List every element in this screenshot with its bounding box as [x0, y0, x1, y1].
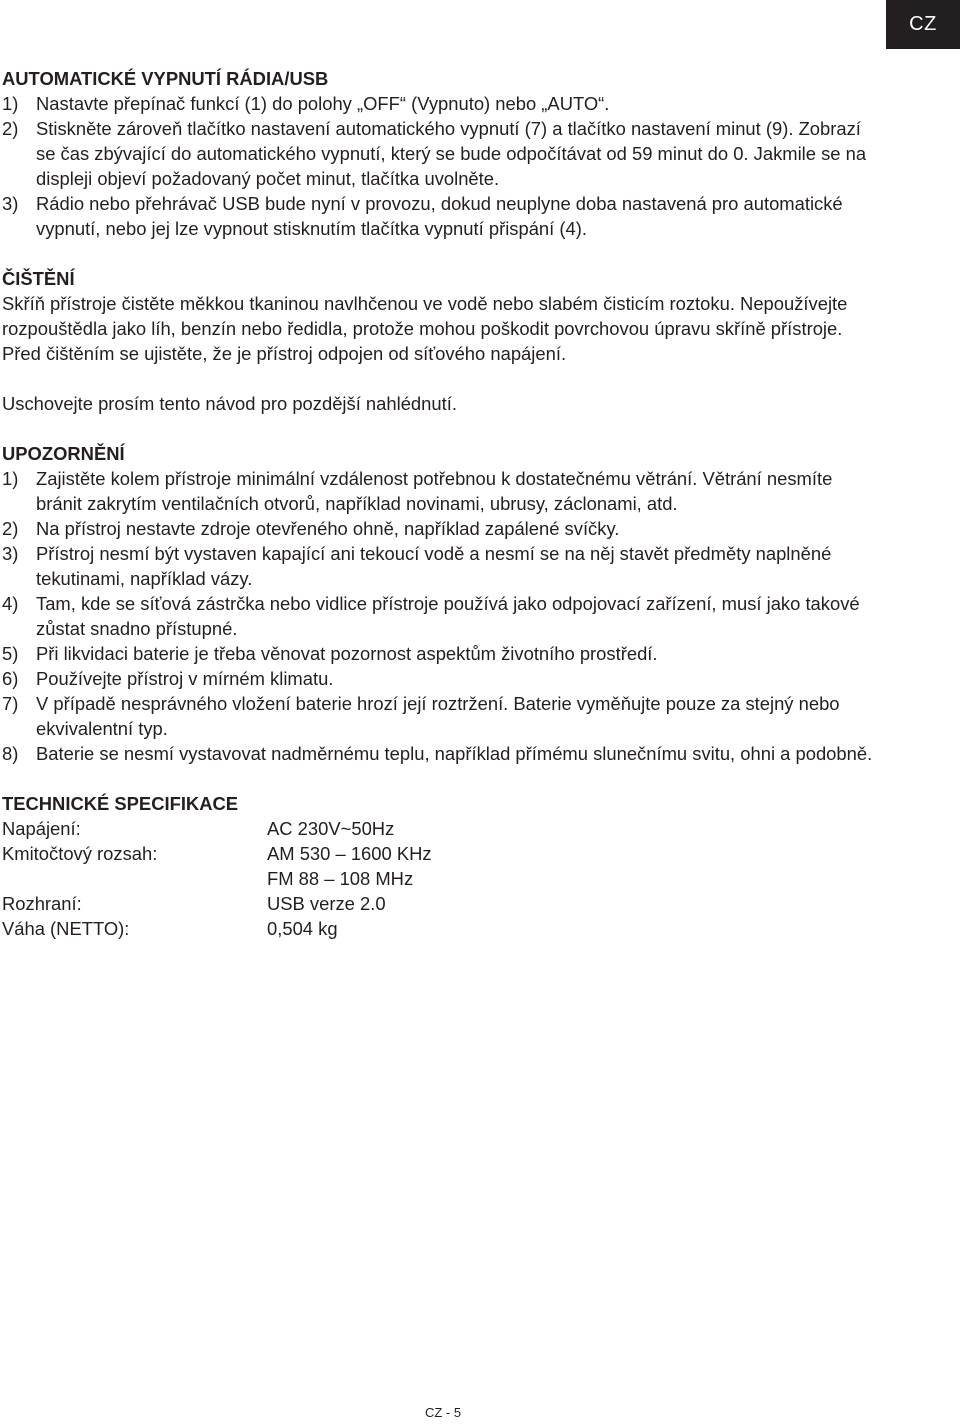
item-text: Používejte přístroj v mírném klimatu. — [36, 668, 334, 689]
item-number: 6) — [2, 668, 19, 689]
spec-label: Kmitočtový rozsah: — [2, 843, 158, 864]
spec-label: Rozhraní: — [2, 893, 82, 914]
item-number: 3) — [2, 193, 19, 214]
spec-label: Váha (NETTO): — [2, 918, 130, 939]
item-number: 7) — [2, 693, 19, 714]
list-item — [2, 541, 882, 591]
auto-off-list — [2, 91, 882, 241]
cleaning-text: Skříň přístroje čistěte měkkou tkaninou navlhčenou ve vodě nebo slabém čisticím roztoku. Nepoužívejte rozpouštědla jako líh, benzín nebo ředidla, protože mohou poškodit povrchovou úpravu skříně přístroje. Před čištěním se ujistěte, že je přístroj odpojen od síťového napájení. — [2, 293, 848, 364]
item-number: 5) — [2, 643, 19, 664]
spec-label: Napájení: — [2, 818, 81, 839]
item-text: V případě nesprávného vložení baterie hrozí její roztržení. Baterie vyměňujte pouze za stejný nebo ekvivalentní typ. — [36, 693, 840, 739]
spec-value: AC 230V~50Hz — [267, 818, 395, 839]
item-text: Zajistěte kolem přístroje minimální vzdálenost potřebnou k dostatečnému větrání. Větrání nesmíte bránit zakrytím ventilačních otvorů, například novinami, ubrusy, záclonami, atd. — [36, 468, 833, 514]
list-item — [2, 466, 882, 516]
specs-section — [2, 791, 882, 941]
item-text: Při likvidaci baterie je třeba věnovat pozornost aspektům životního prostředí. — [36, 643, 658, 664]
spacer — [2, 766, 882, 791]
specs-table — [2, 816, 882, 941]
auto-off-heading: AUTOMATICKÉ VYPNUTÍ RÁDIA/USB — [2, 68, 329, 89]
list-item — [2, 91, 882, 116]
list-item — [2, 641, 882, 666]
item-number: 2) — [2, 118, 19, 139]
language-tab: CZ — [886, 0, 960, 49]
warning-section — [2, 441, 882, 766]
cleaning-heading: ČIŠTĚNÍ — [2, 268, 75, 289]
list-item — [2, 516, 882, 541]
item-text: Tam, kde se síťová zástrčka nebo vidlice přístroje používá jako odpojovací zařízení, musí jako takové zůstat snadno přístupné. — [36, 593, 860, 639]
spec-value: FM 88 – 108 MHz — [267, 868, 414, 889]
page-number: CZ - 5 — [424, 1405, 462, 1420]
list-item — [2, 191, 882, 241]
list-item — [2, 666, 882, 691]
item-text: Baterie se nesmí vystavovat nadměrnému teplu, například přímému slunečnímu svitu, ohni a podobně. — [36, 743, 873, 764]
spec-value: 0,504 kg — [267, 918, 338, 939]
list-item — [2, 116, 882, 191]
item-number: 2) — [2, 518, 19, 539]
spec-value: AM 530 – 1600 KHz — [267, 843, 432, 864]
spacer — [2, 416, 882, 441]
specs-heading: TECHNICKÉ SPECIFIKACE — [2, 793, 239, 814]
spec-label — [2, 866, 267, 891]
keep-manual-note: Uschovejte prosím tento návod pro pozdější nahlédnutí. — [2, 393, 457, 414]
spacer — [2, 366, 882, 391]
item-number: 3) — [2, 543, 19, 564]
item-number: 8) — [2, 743, 19, 764]
spacer — [2, 241, 882, 266]
list-item — [2, 741, 882, 766]
list-item — [2, 691, 882, 741]
item-number: 1) — [2, 93, 19, 114]
item-text: Rádio nebo přehrávač USB bude nyní v provozu, dokud neuplyne doba nastavená pro automatické vypnutí, nebo jej lze vypnout stisknutím tlačítka vypnutí přispání (4). — [36, 193, 843, 239]
item-text: Stiskněte zároveň tlačítko nastavení automatického vypnutí (7) a tlačítko nastavení minut (9). Zobrazí se čas zbývající do automatického vypnutí, který se bude odpočítávat od 59 minut do 0. Jakmile se na displeji objeví požadovaný počet minut, tlačítka uvolněte. — [36, 118, 867, 189]
page-content — [2, 66, 882, 941]
auto-off-section — [2, 66, 882, 241]
item-number: 4) — [2, 593, 19, 614]
item-text: Na přístroj nestavte zdroje otevřeného ohně, například zapálené svíčky. — [36, 518, 620, 539]
spec-value: USB verze 2.0 — [267, 893, 386, 914]
item-text: Přístroj nesmí být vystaven kapající ani tekoucí vodě a nesmí se na něj stavět předměty naplněné tekutinami, například vázy. — [36, 543, 832, 589]
item-text: Nastavte přepínač funkcí (1) do polohy „OFF“ (Vypnuto) nebo „AUTO“. — [36, 93, 610, 114]
warning-list — [2, 466, 882, 766]
warning-heading: UPOZORNĚNÍ — [2, 443, 125, 464]
cleaning-section — [2, 266, 882, 366]
item-number: 1) — [2, 468, 19, 489]
list-item — [2, 591, 882, 641]
